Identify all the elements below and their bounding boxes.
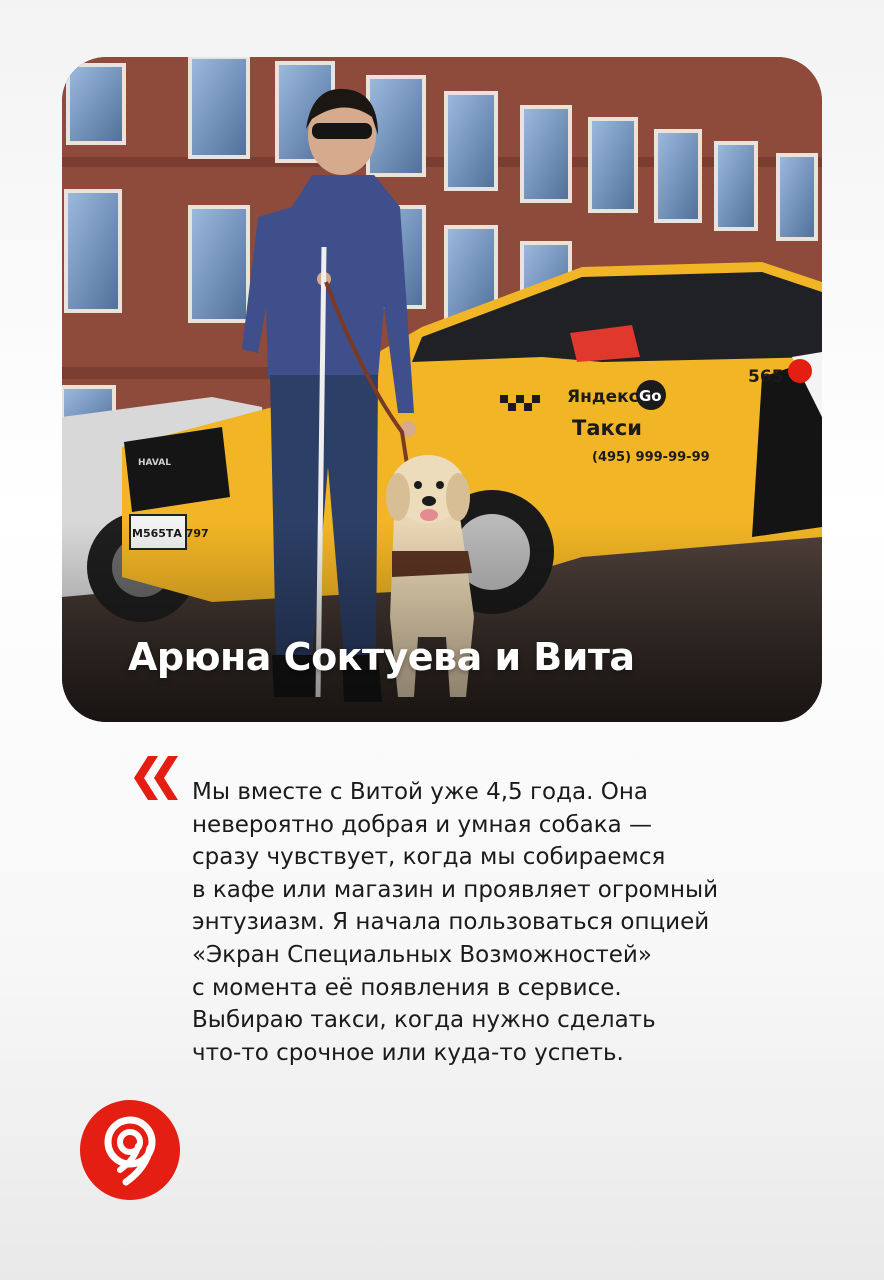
photo-illustration [62, 57, 822, 722]
testimonial-quote [192, 776, 812, 1069]
quote-line: сразу чувствует, когда мы собираемся [192, 844, 666, 871]
quote-line: энтузиазм. Я начала пользоваться опцией [192, 909, 710, 936]
quote-line: Выбираю такси, когда нужно сделать [192, 1007, 656, 1034]
double-chevron-quote-icon [130, 756, 178, 800]
quote-line: Мы вместе с Витой уже 4,5 года. Она [192, 779, 648, 805]
quote-line: «Экран Специальных Возможностей» [192, 941, 652, 968]
quote-line: невероятно добрая и умная собака — [192, 811, 653, 838]
photo-caption: Арюна Соктуева и Вита [128, 635, 635, 679]
quote-line: с момента её появления в сервисе. [192, 974, 622, 1001]
red-circle-nine-logo-icon [80, 1100, 180, 1200]
quote-line: в кафе или магазин и проявляет огромный [192, 876, 719, 903]
quote-line: что-то срочное или куда-то успеть. [192, 1039, 624, 1066]
photo-card [62, 57, 822, 722]
